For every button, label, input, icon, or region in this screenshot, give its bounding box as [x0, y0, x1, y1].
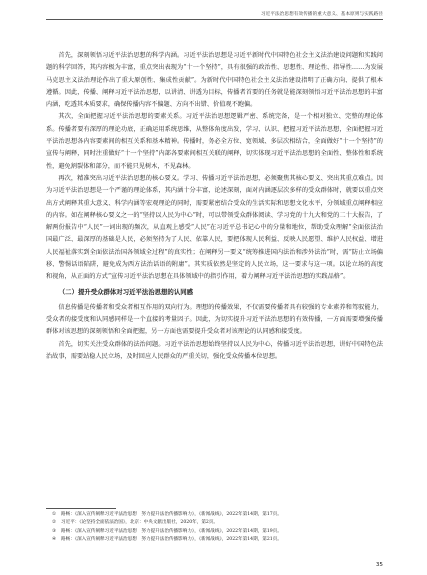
header-rule — [46, 19, 383, 20]
footnote-mark: ① — [52, 512, 57, 517]
paragraph-audience-concerns: 首先，切实关注受众群体的法治问题。习近平法治思想始终坚持以人民为中心，传播习近平法治思想，讲好中国特色法治故事，需要站稳人民立场，及时回应人民群众的严重关切，强化受众传播本位思想。 — [46, 340, 383, 360]
footnotes — [46, 511, 383, 545]
body-text — [46, 50, 383, 363]
footnote-text: 路畅：《深入宣传阐释习近平法治思想 努力提升法治传播影响力》，《新闻战线》，2022年第14期，第21页。 — [61, 537, 282, 543]
footnote-mark: ② — [52, 520, 57, 526]
footnote — [46, 528, 383, 536]
running-head: 习近平法治思想有效传播的重大意义、基本原则与实践路径 — [260, 12, 383, 17]
footnote-mark: ④ — [52, 537, 57, 543]
paragraph-scientific-connotation: 首先，深刻领悟习近平法治思想的科学内涵。习近平法治思想是习近平新时代中国特色社会主义法治建设问题和实践问题的科学回答，其内容极为丰富，重点突出表现为“十一个坚持”，具有很强的政治性、思想性、理论性、指导性……为发展马克思主义法治理论作出了重大原创性、集成性贡献”。为新时代中国特色社会主义法治建设指明了正确方向、提供了根本遵循。因此，传播、阐释习近平法治思想，以讲清、讲透为目标，传播者首要的任务就是能深刻领悟习近平法治思想的丰富内涵，吃透其本质要求，确保传播内容不偏题、方向不出错、价值观不跑偏。 — [46, 52, 383, 109]
footnote — [46, 519, 383, 527]
paragraph-element-relations: 其次，全面把握习近平法治思想的要素关系。习近平法治思想逻辑严密、系统完备，是一个相对独立、完整的理论体系。传播者要有深厚的理论功底，正确运用系统思维，从整体角度出发，学习、认识、把握习近平法治思想，全面把握习近平法治思想各内容要素间的相互关系和基本精神。传播时，务必全方位、宽领域、多层次相结合，全面做好“十一个坚持”的宣传与阐释，同时注重做好“十一个坚持”内部各要素间相互关联的阐释，切实体现习近平法治思想的全面性、整体性和系统性，避免割裂体和部分，而不能只见树木，不见森林。 — [46, 113, 383, 170]
footnote-text: 习近平：《论坚持全面依法治国》，北京：中央文献出版社，2020年，第2页。 — [61, 520, 219, 526]
paragraph-core-essentials: 再次，精准突出习近平法治思想的核心要义。学习、传播习近平法治思想，必须聚焦其核心要义、突出其重点难点。因为习近平法治思想是一个严谨的理论体系，其内涵十分丰富，论述深刻，面对内涵逐层次多样的受众群体时，就要以重点突出方式阐释其重大意义、科学内涵等宏观理论的同时，需要紧密结合受众的生活实际和思想文化水平，分领域重点阐释相应的内容。如在阐释核心要义之一的“坚持以人民为中心”时，可以带领受众群体阅读、学习党的十九大和党的二十大报告，了解两份报告中“人民”一词出现的频次，从直观上感受“人民”在习近平总书记心中的分量和地位，帮助受众理解“全面依法治国最广泛、最深厚的基础是人民，必须坚持为了人民、依靠人民，要把体现人民利益、反映人民愿望、维护人民权益、增进人民福祉落实到全面依法治国各领域全过程”的真实性；在阐释另一要义“统筹推进国内法治和涉外法治”时，需“防止立场偏移、警惕话语陷阱，避免成为西方法治话语的附庸”。其实质依然是坚定的人民立场，这一要求与这一项。以论立场的高度和视角，从正面的方式“宣传习近平法治思想在具体领域中的指引作用，着力阐释习近平法治思想的实践品格”。 — [46, 174, 383, 281]
section-heading: （二）提升受众群体对习近平法治思想的认同感 — [58, 287, 193, 296]
footnote-text: 路畅：《深入宣传阐释习近平法治思想 努力提升法治传播影响力》，《新闻战线》，2022年第14期，第17页。 — [61, 512, 282, 517]
footnote-mark: ③ — [52, 528, 57, 534]
footnote — [46, 536, 383, 544]
paragraph-communication-effect: 信息传播是传播者和受众者相互作用的双向行为。理想的传播效果，不仅需要传播者具有较强的专业素养和驾驭能力，受众者的接受度和认同感同样是一个直接的考量因子。因此，为切实提升习近平法治思想的有效传播，一方面需要增强传播群体对该思想的深刻领悟和全面把握，另一方面也需要提升受众者对该理论的认同感和接受度。 — [46, 303, 383, 336]
footnote — [46, 511, 383, 519]
footnote-rule — [46, 508, 116, 509]
page-number: 35 — [375, 562, 383, 568]
footnote-text: 路畅：《深入宣传阐释习近平法治思想 努力提升法治传播影响力》，《新闻战线》，2022年第14期，第19页。 — [61, 528, 282, 534]
